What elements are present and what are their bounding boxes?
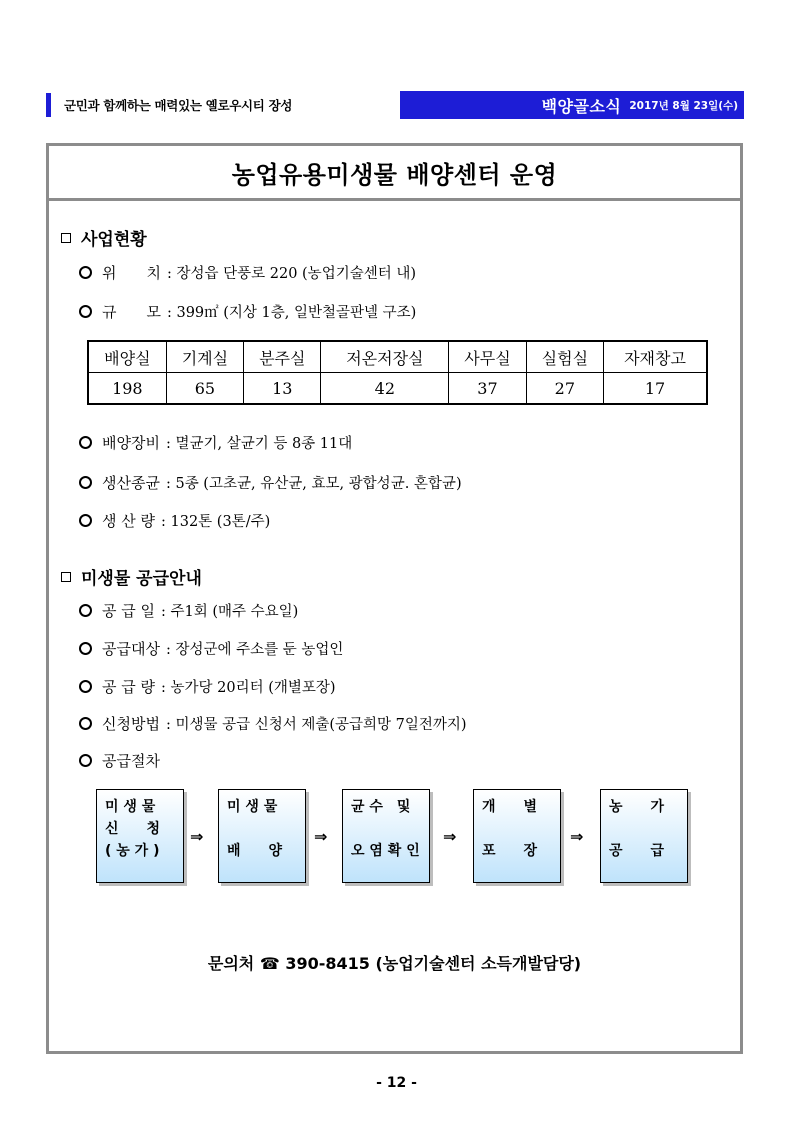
page-header (46, 91, 745, 119)
circle-bullet-icon (79, 604, 92, 617)
table-cell: 37 (449, 373, 526, 405)
arrow-icon: ⇒ (314, 827, 328, 846)
process-label: 공급절차 (102, 752, 160, 770)
apply-label: 신청방법 (102, 715, 160, 733)
section-heading-text: 미생물 공급안내 (81, 569, 202, 589)
step-line: 오 염 확 인 (351, 843, 420, 859)
table-header-row (88, 341, 707, 373)
step-line: 신 청 (105, 821, 161, 837)
supply-day-value: : 주1회 (매주 수요일) (161, 604, 299, 620)
header-banner (400, 91, 744, 119)
process-step-apply (96, 789, 184, 883)
scale-label: 규 모 (102, 303, 161, 321)
strains-value: : 5종 (고초균, 유산균, 효모, 광합성균. 혼합균) (165, 476, 462, 492)
item-equipment (79, 432, 352, 453)
table-cell: 42 (321, 373, 449, 405)
item-process (79, 750, 160, 771)
circle-bullet-icon (79, 680, 92, 693)
step-line: 균 수 및 (351, 799, 411, 815)
step-line: 농 가 (609, 799, 665, 815)
amount-label: 공 급 량 (102, 678, 156, 696)
circle-bullet-icon (79, 305, 92, 318)
step-line: 배 양 (227, 843, 283, 859)
table-header-cell: 기계실 (166, 341, 243, 373)
section-supply-heading (61, 564, 202, 589)
step-line: 공 급 (609, 843, 665, 859)
circle-bullet-icon (79, 436, 92, 449)
section-heading-text: 사업현황 (81, 230, 147, 250)
table-cell: 13 (244, 373, 321, 405)
arrow-icon: ⇒ (570, 827, 584, 846)
contact-info: 문의처 ☎ 390-8415 (농업기술센터 소득개발담당) (207, 954, 582, 973)
circle-bullet-icon (79, 514, 92, 527)
apply-value: : 미생물 공급 신청서 제출(공급희망 7일전까지) (165, 717, 467, 733)
supply-day-label: 공 급 일 (102, 602, 156, 620)
process-step-packaging (473, 789, 561, 883)
item-strains (79, 472, 462, 493)
location-value: : 장성읍 단풍로 220 (농업기술센터 내) (166, 266, 416, 282)
output-value: : 132톤 (3톤/주) (161, 514, 271, 530)
table-header-cell: 사무실 (449, 341, 526, 373)
square-bullet-icon (61, 572, 71, 582)
item-apply (79, 713, 467, 734)
content-frame (46, 143, 743, 1054)
item-supply-day (79, 600, 298, 621)
amount-value: : 농가당 20리터 (개별포장) (161, 680, 336, 696)
strains-label: 생산종균 (102, 474, 160, 492)
table-cell: 65 (166, 373, 243, 405)
table-cell: 27 (526, 373, 603, 405)
table-cell: 17 (604, 373, 707, 405)
step-line: 포 장 (482, 843, 538, 859)
target-label: 공급대상 (102, 640, 160, 658)
issue-date: 2017년 8월 23일(수) (629, 99, 738, 112)
table-header-cell: 자재창고 (604, 341, 707, 373)
output-label: 생 산 량 (102, 512, 156, 530)
item-target (79, 638, 343, 659)
item-amount (79, 676, 336, 697)
scale-value: : 399㎡ (지상 1층, 일반철골판넬 구조) (166, 305, 417, 321)
table-header-cell: 저온저장실 (321, 341, 449, 373)
newsletter-name: 백양골소식 (541, 96, 622, 116)
arrow-icon: ⇒ (190, 827, 204, 846)
facility-table (87, 340, 708, 405)
process-step-delivery (600, 789, 688, 883)
equipment-value: : 멸균기, 살균기 등 8종 11대 (165, 436, 353, 452)
page-number: - 12 - (376, 1075, 417, 1091)
circle-bullet-icon (79, 266, 92, 279)
process-step-inspection (342, 789, 430, 883)
table-cell: 198 (88, 373, 166, 405)
circle-bullet-icon (79, 717, 92, 730)
circle-bullet-icon (79, 642, 92, 655)
step-line: 개 별 (482, 799, 538, 815)
step-line: ( 농 가 ) (105, 843, 160, 859)
item-scale (79, 301, 416, 322)
circle-bullet-icon (79, 754, 92, 767)
table-header-cell: 배양실 (88, 341, 166, 373)
table-header-cell: 실험실 (526, 341, 603, 373)
process-step-culture (218, 789, 306, 883)
circle-bullet-icon (79, 476, 92, 489)
table-header-cell: 분주실 (244, 341, 321, 373)
header-accent-bar (46, 93, 51, 117)
step-line: 미 생 물 (105, 799, 156, 815)
table-row (88, 373, 707, 405)
item-output (79, 510, 270, 531)
arrow-icon: ⇒ (443, 827, 457, 846)
section-status-heading (61, 225, 147, 250)
page-title: 농업유용미생물 배양센터 운영 (49, 146, 740, 201)
header-slogan: 군민과 함께하는 매력있는 옐로우시티 장성 (64, 98, 293, 113)
supply-process-flow (96, 789, 696, 885)
step-line: 미 생 물 (227, 799, 278, 815)
square-bullet-icon (61, 233, 71, 243)
item-location (79, 262, 416, 283)
target-value: : 장성군에 주소를 둔 농업인 (165, 642, 344, 658)
location-label: 위 치 (102, 264, 161, 282)
equipment-label: 배양장비 (102, 434, 160, 452)
